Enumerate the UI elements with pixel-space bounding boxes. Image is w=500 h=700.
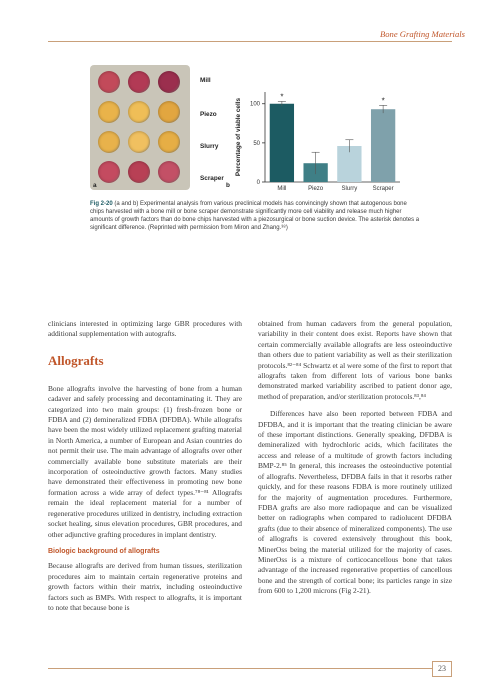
plate-well — [128, 161, 150, 183]
x-tick-label: Scraper — [372, 186, 394, 192]
left-paragraph-2: Bone allografts involve the harvesting of bone from a human cadaver and safely processing and decontaminating it. They are categorized into two main groups: (1) fresh-frozen bone or FDBA and (2) demineralized FDBA (DFDBA). While allografts have been the most widely utilized replacement grafting material in North America, a number of European and Asian countries do not permit their use. The main advantage of allografts over other commercially available bone substitute materials are their incorporation of osteoinductive growth factors. Many studies have demonstrated their effectiveness in promoting new bone formation across a wide array of defect types.⁷⁸⁻⁸¹ Allografts remain the ideal replacement material for a number of regenerative procedures utilized in dentistry, including extraction socket healing, sinus elevation procedures, GBR procedures, and other adjunctive grafting procedures in implant dentistry. — [48, 383, 242, 539]
left-paragraph-3: Because allografts are derived from human tissues, sterilization procedures aim to maintain certain regenerative proteins and growth factors within their matrix, including osteoinductive factors such as BMPs. With respect to allografts, it is important to note that because bone is — [48, 561, 242, 612]
plate-well — [158, 161, 180, 183]
plate-label-slurry: Slurry — [200, 143, 219, 150]
plate-well — [128, 71, 150, 93]
right-paragraph-1: obtained from human cadavers from the general population, variability in their content does exist. Reports have shown that certain commercially available allografts are less osteoinductive than others due to patient variability as well as their sterilization protocols.⁸²⁻⁸⁴ Schwartz et al were some of the first to report that allografts taken from different lots of various bone banks demonstrated marked variability ascribed to patient donor age, method of preparation, and/or sterilization protocols.⁸³,⁸⁴ — [258, 319, 452, 401]
plate-label-piezo: Piezo — [200, 111, 217, 118]
subheading-biologic-background: Biologic background of allografts — [48, 547, 160, 555]
page-number: 23 — [432, 661, 452, 677]
y-tick-label: 0 — [256, 180, 260, 186]
panel-letter-a: a — [93, 182, 97, 189]
plate-well — [98, 131, 120, 153]
cell-plate-photo — [90, 65, 190, 190]
right-column — [258, 319, 452, 604]
y-tick-label: 100 — [249, 101, 260, 108]
right-paragraph-2: Differences have also been reported between FDBA and DFDBA, and it is important that the treating clinician be aware of these important distinctions. Generally speaking, DFDBA is demineralized with hydrochloric acids, which facilitates the access and release of a multitude of growth factors including BMP-2.⁸⁵ In general, this increases the osteoinductive potential of allografts. Nevertheless, DFDBA fails in that it resorbs rather quickly, and for these reasons FDBA is more routinely utilized for the majority of augmentation procedures. Furthermore, FDBA grafts are also more radiopaque and can be visualized better on radiographs when compared to radiolucent DFDBA grafts (due to their absence of mineralized components). The use of allografts is covered extensively throughout this book, MinerOss being the material utilized for the majority of cases. MinerOss is a mixture of corticocancellous bone that takes advantage of the increased regenerative properties of cancellous bone and the strength of cortical bone; its particles range in size from 600 to 1,200 microns (Fig 2-21). — [258, 409, 452, 596]
plate-well — [98, 71, 120, 93]
figure-caption — [90, 200, 420, 232]
plate-well — [98, 161, 120, 183]
section-title-allografts: Allografts — [48, 353, 104, 368]
significance-marker: * — [381, 96, 385, 106]
plate-label-mill: Mill — [200, 77, 211, 84]
plate-well — [158, 101, 180, 123]
x-tick-label: Mill — [277, 186, 287, 192]
significance-marker: * — [280, 92, 284, 102]
plate-well — [128, 131, 150, 153]
plate-well — [128, 101, 150, 123]
figure-caption-text: (a and b) Experimental analysis from various preclinical models has convincingly shown that autogenous bone chips harvested with a bone mill or bone scraper demonstrate significantly more cell viability and release much higher amounts of growth factors than do bone chips harvested with a piezosurgical or bone suction device. The asterisk denotes a significant difference. (Reprinted with permission from Miron and Zhang.³⁸) — [90, 201, 420, 231]
bar — [270, 104, 294, 182]
left-paragraph-1: clinicians interested in optimizing large GBR procedures with additional supplementation with autografts. — [48, 319, 242, 339]
x-tick-label: Slurry — [341, 186, 358, 192]
y-axis-label: Percentage of viable cells — [235, 97, 242, 177]
plate-well — [158, 131, 180, 153]
plate-label-scraper: Scraper — [200, 175, 224, 182]
y-tick-label: 50 — [253, 140, 260, 147]
x-tick-label: Piezo — [308, 186, 324, 192]
figure-label: Fig 2-20 — [90, 201, 113, 207]
plate-well — [98, 101, 120, 123]
header-rule — [48, 41, 452, 42]
plate-well — [158, 71, 180, 93]
running-head: Bone Grafting Materials — [380, 29, 465, 39]
panel-letter-b: b — [226, 182, 230, 189]
bar — [371, 109, 395, 182]
footer-rule — [48, 668, 452, 669]
viability-bar-chart — [230, 82, 405, 194]
